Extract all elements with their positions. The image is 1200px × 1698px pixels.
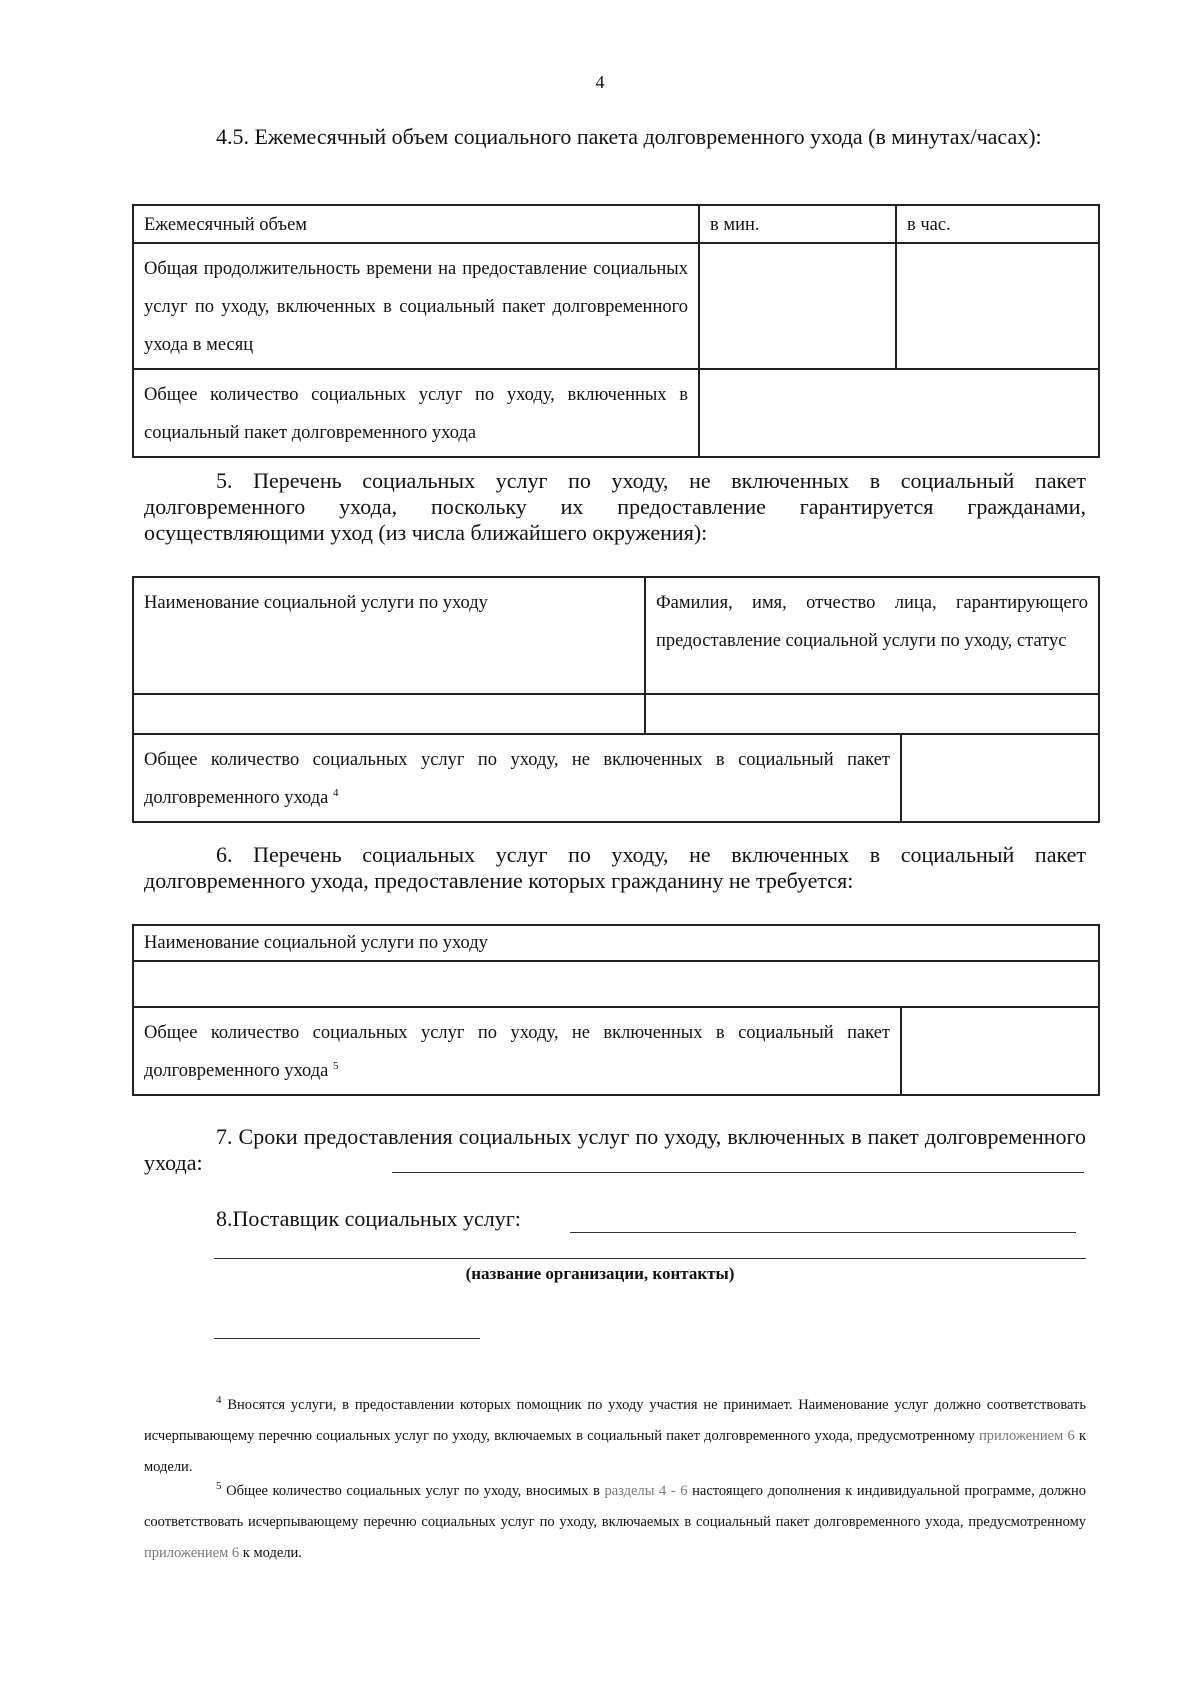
sections-link[interactable]: разделы 4 - 6 bbox=[604, 1483, 688, 1499]
care-services-guaranteed-table bbox=[132, 576, 1100, 823]
care-services-not-required-table bbox=[132, 924, 1100, 1096]
table-row bbox=[133, 577, 1099, 694]
table-cell-empty[interactable] bbox=[901, 1007, 1099, 1095]
section-5-text: 5. Перечень социальных услуг по уходу, не включенных в социальный пакет долговременного ухода, поскольку их предоставление гарантируется гражданами, осуществляющими уход (из числа ближайшего окружения): bbox=[144, 468, 1086, 545]
table-cell-empty[interactable] bbox=[699, 369, 1099, 457]
header-cell: Наименование социальной услуги по уходу bbox=[133, 577, 645, 694]
supplier-caption: (название организации, контакты) bbox=[465, 1264, 735, 1283]
total-label-cell: Общее количество социальных услуг по уходу, не включенных в социальный пакет долговременного ухода $^4$ bbox=[133, 734, 901, 822]
total-label-cell: Общее количество социальных услуг по уходу, не включенных в социальный пакет долговременного ухода $^5$ bbox=[133, 1007, 901, 1095]
header-cell: Фамилия, имя, отчество лица, гарантирующего предоставление социальной услуги по уходу, статус bbox=[645, 577, 1099, 694]
section-8-text: 8.Поставщик социальных услуг: bbox=[216, 1206, 521, 1231]
table-row bbox=[133, 925, 1099, 961]
table-cell-empty[interactable] bbox=[901, 734, 1099, 822]
header-cell: Наименование социальной услуги по уходу bbox=[133, 925, 1099, 961]
section-4-5-text: 4.5. Ежемесячный объем социального пакета долговременного ухода (в минутах/часах): bbox=[216, 124, 1042, 149]
header-cell: Ежемесячный объем bbox=[133, 205, 699, 243]
supplier-fill-line-2[interactable] bbox=[214, 1258, 1086, 1259]
section-7-fill-line[interactable] bbox=[392, 1172, 1084, 1173]
footnote-ref: 4 bbox=[332, 786, 339, 799]
table-row bbox=[133, 1007, 1099, 1095]
header-cell: в мин. bbox=[699, 205, 896, 243]
table-row bbox=[133, 694, 1099, 734]
table-row bbox=[133, 369, 1099, 457]
appendix-link[interactable]: приложением 6 bbox=[144, 1545, 240, 1561]
footnote-separator bbox=[214, 1338, 480, 1339]
appendix-link[interactable]: приложением 6 bbox=[978, 1428, 1075, 1444]
monthly-volume-table bbox=[132, 204, 1100, 458]
table-cell-empty[interactable] bbox=[896, 243, 1099, 369]
footnote-5: $^5$ Общее количество социальных услуг по уходу, вносимых в разделы 4 - 6 настоящего дополнения к индивидуальной программе, должно соответствовать исчерпывающему перечню социальных услуг по уходу, включаемых в социальный пакет долговременного ухода, предусмотренному приложением 6 к модели. bbox=[144, 1480, 1086, 1561]
table-cell: Общая продолжительность времени на предоставление социальных услуг по уходу, включенных в социальный пакет долговременного ухода в месяц bbox=[133, 243, 699, 369]
table-cell-empty[interactable] bbox=[133, 961, 1099, 1007]
footnote-number: 4 bbox=[216, 1394, 222, 1407]
table-row bbox=[133, 205, 1099, 243]
header-cell: в час. bbox=[896, 205, 1099, 243]
page-number: 4 bbox=[595, 72, 605, 92]
footnote-number: 5 bbox=[216, 1480, 222, 1493]
table-row bbox=[133, 961, 1099, 1007]
table-cell-empty[interactable] bbox=[133, 694, 645, 734]
table-row bbox=[133, 243, 1099, 369]
section-7-text: 7. Сроки предоставления социальных услуг по уходу, включенных в пакет долговременного ухода: bbox=[144, 1124, 1086, 1175]
section-6-text: 6. Перечень социальных услуг по уходу, не включенных в социальный пакет долговременного ухода, предоставление которых гражданину не требуется: bbox=[144, 842, 1086, 893]
footnote-4: $^4$ Вносятся услуги, в предоставлении которых помощник по уходу участия не принимает. Наименование услуг должно соответствовать исчерпывающему перечню социальных услуг по уходу, включаемых в социальный пакет долговременного ухода, предусмотренному приложением 6 к модели. bbox=[144, 1394, 1087, 1475]
footnote-ref: 5 bbox=[332, 1059, 339, 1072]
table-cell-empty[interactable] bbox=[699, 243, 896, 369]
table-row bbox=[133, 734, 1099, 822]
table-cell: Общее количество социальных услуг по уходу, включенных в социальный пакет долговременного ухода bbox=[133, 369, 699, 457]
table-cell-empty[interactable] bbox=[645, 694, 1099, 734]
supplier-fill-line[interactable] bbox=[570, 1232, 1076, 1233]
